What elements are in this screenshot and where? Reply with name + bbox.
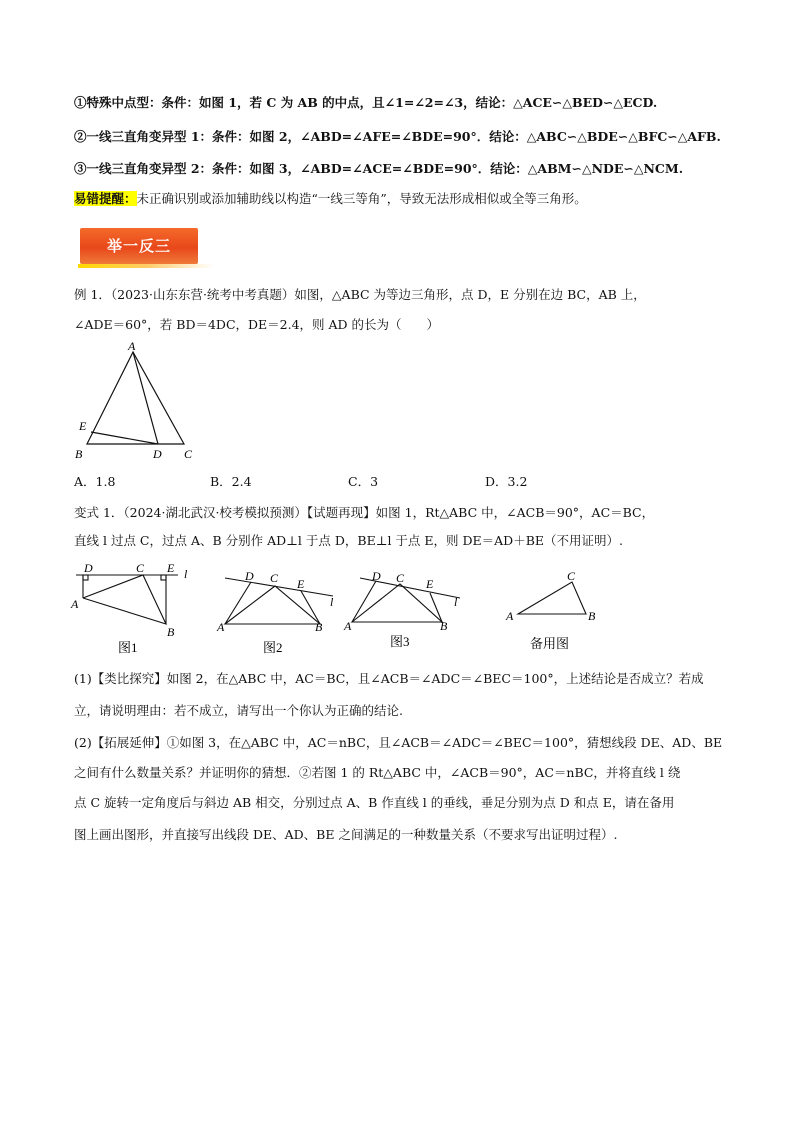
label-A: A	[128, 340, 136, 353]
caption-fig1: 图1	[118, 640, 138, 655]
f2-label-C: C	[270, 571, 279, 585]
variant1-line-1: 变式 1．（2024·湖北武汉·校考模拟预测）【试题再现】如图 1，Rt△ABC 中，∠ACB＝90°，AC＝BC，	[74, 505, 655, 520]
question1-line-2: 立，请说明理由：若不成立，请写出一个你认为正确的结论.	[74, 703, 403, 718]
f2-label-A: A	[217, 620, 225, 634]
f2-label-D: D	[245, 569, 254, 583]
f3-label-l: l	[454, 595, 458, 609]
option-c: C．3	[348, 474, 379, 489]
warning-label: 易错提醒：	[74, 191, 137, 206]
banner-underline	[78, 264, 214, 268]
f1-label-D: D	[84, 561, 93, 575]
spare-label-A: A	[506, 609, 514, 623]
question2-line-4: 图上画出图形，并直接写出线段 DE、AD、BE 之间满足的一种数量关系（不要求写出证明过程）.	[74, 827, 618, 842]
warning-text: 未正确识别或添加辅助线以构造“一线三等角”，导致无法形成相似或全等三角形。	[136, 191, 587, 206]
option-b: B．2.4	[210, 474, 252, 489]
f3-label-B: B	[440, 619, 448, 633]
figure-1	[68, 560, 198, 660]
figure-2	[215, 566, 350, 661]
example1-line-2: ∠ADE＝60°，若 BD＝4DC，DE＝2.4，则 AD 的长为（ ）	[74, 317, 440, 332]
summary-line-1: ①特殊中点型：条件：如图 1，若 C 为 AB 的中点，且∠1=∠2=∠3，结论：△ACE∽△BED∽△ECD.	[74, 95, 658, 110]
label-D: D	[153, 447, 162, 461]
f1-label-B: B	[167, 625, 175, 639]
summary-line-2: ②一线三直角变异型 1：条件：如图 2，∠ABD=∠AFE=∠BDE=90°．结论：△ABC∽△BDE∽△BFC∽△AFB.	[74, 129, 721, 144]
label-E: E	[79, 419, 87, 433]
f3-label-E: E	[426, 577, 434, 591]
f1-label-l: l	[184, 567, 188, 581]
caption-fig2: 图2	[263, 640, 283, 655]
figure-3	[342, 566, 472, 661]
f1-label-C: C	[136, 561, 145, 575]
question2-line-1: (2)【拓展延伸】①如图 3，在△ABC 中，AC＝nBC，且∠ACB＝∠ADC＝∠BEC＝100°，猜想线段 DE、AD、BE	[74, 735, 723, 750]
variant1-line-2: 直线 l 过点 C，过点 A、B 分别作 AD⊥l 于点 D，BE⊥l 于点 E，则 DE＝AD＋BE（不用证明）.	[74, 533, 623, 548]
f2-label-B: B	[315, 620, 323, 634]
f2-label-l: l	[330, 595, 334, 609]
warning-line	[74, 190, 587, 208]
caption-fig3: 图3	[390, 634, 410, 649]
section-banner	[80, 228, 198, 264]
banner-title: 举一反三	[106, 237, 171, 255]
spare-figure	[500, 566, 615, 661]
example1-line-1: 例 1．（2023·山东东营·统考中考真题）如图，△ABC 为等边三角形，点 D，E 分别在边 BC，AB 上，	[74, 287, 646, 302]
spare-label-B: B	[588, 609, 596, 623]
label-B: B	[75, 447, 83, 461]
f3-label-D: D	[372, 569, 381, 583]
label-C: C	[184, 447, 193, 461]
caption-spare: 备用图	[530, 636, 570, 651]
example1-figure	[70, 340, 210, 465]
question2-line-2: 之间有什么数量关系？并证明你的猜想．②若图 1 的 Rt△ABC 中，∠ACB＝90°，AC＝nBC，并将直线 l 绕	[74, 765, 681, 780]
option-d: D．3.2	[485, 474, 528, 489]
question1-line-1: (1)【类比探究】如图 2，在△ABC 中，AC＝BC，且∠ACB＝∠ADC＝∠BEC＝100°，上述结论是否成立？若成	[74, 671, 704, 686]
spare-label-C: C	[567, 569, 576, 583]
f1-label-A: A	[71, 597, 79, 611]
f2-label-E: E	[297, 577, 305, 591]
f3-label-A: A	[344, 619, 352, 633]
f3-label-C: C	[396, 571, 405, 585]
f1-label-E: E	[167, 561, 175, 575]
option-a: A．1.8	[74, 474, 116, 489]
question2-line-3: 点 C 旋转一定角度后与斜边 AB 相交，分别过点 A、B 作直线 l 的垂线，垂足分别为点 D 和点 E，请在备用	[74, 795, 675, 810]
summary-line-3: ③一线三直角变异型 2：条件：如图 3，∠ABD=∠ACE=∠BDE=90°．结论：△ABM∽△NDE∽△NCM.	[74, 161, 684, 176]
